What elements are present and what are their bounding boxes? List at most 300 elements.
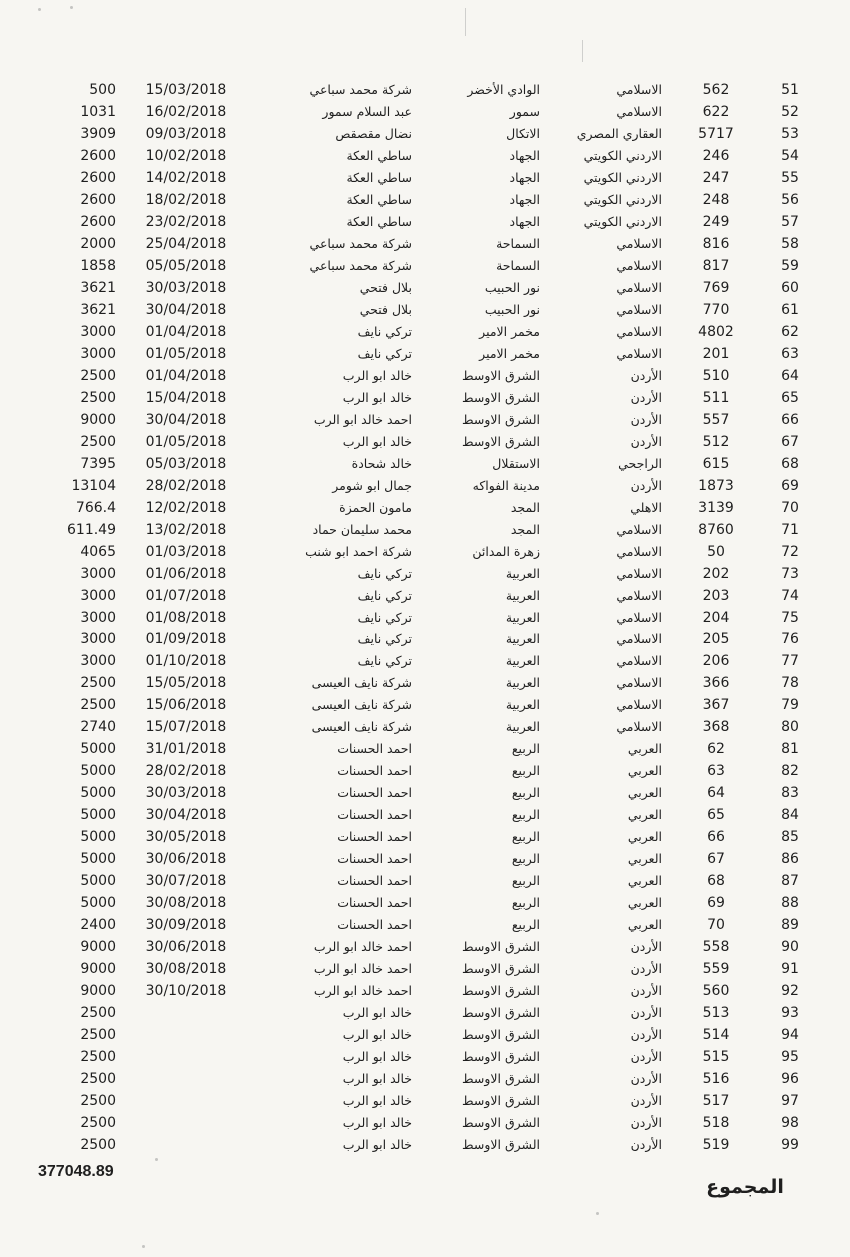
place-cell: سمور bbox=[509, 103, 540, 119]
row-index-cell: 92 bbox=[781, 983, 799, 1000]
amount-cell: 9000 bbox=[80, 939, 116, 956]
table-row bbox=[0, 564, 850, 584]
cheque-number-cell: 67 bbox=[707, 851, 725, 868]
amount-cell: 2400 bbox=[80, 917, 116, 934]
cheque-number-cell: 202 bbox=[702, 565, 730, 582]
cheque-number-cell: 513 bbox=[702, 1005, 730, 1022]
name-cell: ساطي العكة bbox=[346, 213, 412, 229]
scan-mark bbox=[582, 40, 583, 62]
row-index-cell: 78 bbox=[781, 675, 799, 692]
place-cell: الشرق الاوسط bbox=[462, 1027, 540, 1043]
place-cell: الربيع bbox=[511, 895, 540, 911]
bank-cell: الأردن bbox=[630, 433, 662, 449]
table-row bbox=[0, 673, 850, 693]
cheque-number-cell: 70 bbox=[707, 917, 725, 934]
date-cell: 30/09/2018 bbox=[145, 917, 227, 934]
place-cell: العربية bbox=[505, 653, 540, 669]
table-row bbox=[0, 520, 850, 540]
date-cell: 31/01/2018 bbox=[145, 741, 227, 758]
amount-cell: 3000 bbox=[80, 609, 116, 626]
amount-cell: 9000 bbox=[80, 983, 116, 1000]
amount-cell: 5000 bbox=[80, 873, 116, 890]
scan-mark bbox=[465, 8, 466, 36]
bank-cell: العربي bbox=[627, 763, 662, 779]
scan-speck bbox=[70, 6, 73, 9]
place-cell: العربية bbox=[505, 565, 540, 581]
row-index-cell: 80 bbox=[781, 719, 799, 736]
amount-cell: 2500 bbox=[80, 1071, 116, 1088]
date-cell: 30/05/2018 bbox=[145, 829, 227, 846]
amount-cell: 5000 bbox=[80, 785, 116, 802]
bank-cell: الأردن bbox=[630, 961, 662, 977]
scan-speck bbox=[155, 1158, 158, 1161]
name-cell: خالد شحادة bbox=[351, 455, 412, 471]
cheque-number-cell: 203 bbox=[702, 587, 730, 604]
date-cell: 25/04/2018 bbox=[145, 235, 227, 252]
date-cell: 01/06/2018 bbox=[145, 565, 227, 582]
amount-cell: 500 bbox=[89, 82, 116, 98]
row-index-cell: 55 bbox=[781, 169, 799, 186]
bank-cell: العربي bbox=[627, 741, 662, 757]
bank-cell: الاسلامي bbox=[616, 675, 662, 691]
place-cell: الشرق الاوسط bbox=[462, 1137, 540, 1152]
amount-cell: 3909 bbox=[80, 125, 116, 142]
cheque-number-cell: 8760 bbox=[698, 521, 734, 538]
row-index-cell: 86 bbox=[781, 851, 799, 868]
name-cell: خالد ابو الرب bbox=[342, 1071, 412, 1087]
name-cell: عبد السلام سمور bbox=[322, 103, 412, 119]
amount-cell: 2600 bbox=[80, 147, 116, 164]
name-cell: تركي نايف bbox=[357, 323, 412, 339]
row-index-cell: 67 bbox=[781, 433, 799, 450]
date-cell: 14/02/2018 bbox=[145, 169, 227, 186]
bank-cell: الاسلامي bbox=[616, 345, 662, 361]
row-index-cell: 89 bbox=[781, 917, 799, 934]
row-index-cell: 62 bbox=[781, 323, 799, 340]
row-index-cell: 99 bbox=[781, 1137, 799, 1153]
cheque-number-cell: 615 bbox=[702, 455, 730, 472]
name-cell: خالد ابو الرب bbox=[342, 389, 412, 405]
cheque-number-cell: 769 bbox=[702, 279, 730, 296]
place-cell: الربيع bbox=[511, 741, 540, 757]
date-cell: 30/04/2018 bbox=[145, 411, 227, 428]
place-cell: العربية bbox=[505, 675, 540, 691]
place-cell: المجد bbox=[510, 499, 540, 515]
row-index-cell: 95 bbox=[781, 1049, 799, 1066]
name-cell: شركة احمد ابو شنب bbox=[305, 543, 412, 559]
date-cell: 30/04/2018 bbox=[145, 301, 227, 318]
row-index-cell: 61 bbox=[781, 301, 799, 318]
amount-cell: 2500 bbox=[80, 1093, 116, 1110]
place-cell: الشرق الاوسط bbox=[462, 961, 540, 977]
bank-cell: الأردن bbox=[630, 1071, 662, 1087]
table-row bbox=[0, 432, 850, 452]
cheque-number-cell: 246 bbox=[702, 147, 730, 164]
row-index-cell: 98 bbox=[781, 1115, 799, 1132]
date-cell: 23/02/2018 bbox=[145, 213, 227, 230]
row-index-cell: 51 bbox=[781, 82, 799, 98]
cheque-number-cell: 558 bbox=[702, 939, 730, 956]
amount-cell: 2000 bbox=[80, 235, 116, 252]
table-row bbox=[0, 608, 850, 628]
cheque-number-cell: 62 bbox=[707, 741, 725, 758]
row-index-cell: 90 bbox=[781, 939, 799, 956]
name-cell: محمد سليمان حماد bbox=[312, 521, 412, 537]
place-cell: العربية bbox=[505, 609, 540, 625]
table-row bbox=[0, 344, 850, 364]
date-cell: 05/03/2018 bbox=[145, 455, 227, 472]
cheque-number-cell: 201 bbox=[702, 345, 730, 362]
cheque-number-cell: 248 bbox=[702, 191, 730, 208]
date-cell: 01/04/2018 bbox=[145, 367, 227, 384]
total-label: المجموع bbox=[706, 1176, 784, 1198]
name-cell: تركي نايف bbox=[357, 653, 412, 669]
place-cell: الشرق الاوسط bbox=[462, 1005, 540, 1021]
table-row bbox=[0, 586, 850, 606]
cheque-number-cell: 514 bbox=[702, 1027, 730, 1044]
date-cell: 28/02/2018 bbox=[145, 763, 227, 780]
cheque-number-cell: 68 bbox=[707, 873, 725, 890]
amount-cell: 2500 bbox=[80, 367, 116, 384]
table-row bbox=[0, 651, 850, 671]
name-cell: شركة نايف العيسى bbox=[311, 675, 412, 691]
date-cell: 28/02/2018 bbox=[145, 477, 227, 494]
amount-cell: 1031 bbox=[80, 103, 116, 120]
table-row bbox=[0, 168, 850, 188]
bank-cell: الاسلامي bbox=[616, 697, 662, 713]
table-row bbox=[0, 322, 850, 342]
table-row bbox=[0, 915, 850, 935]
scan-speck bbox=[596, 1212, 599, 1215]
table-row bbox=[0, 388, 850, 408]
name-cell: شركة محمد سباعي bbox=[309, 257, 412, 273]
amount-cell: 4065 bbox=[80, 543, 116, 560]
bank-cell: العربي bbox=[627, 873, 662, 889]
amount-cell: 5000 bbox=[80, 851, 116, 868]
amount-cell: 5000 bbox=[80, 807, 116, 824]
cheque-number-cell: 367 bbox=[702, 697, 730, 714]
table-row bbox=[0, 739, 850, 759]
cheque-number-cell: 770 bbox=[702, 301, 730, 318]
bank-cell: الاسلامي bbox=[616, 279, 662, 295]
bank-cell: الأردن bbox=[630, 1049, 662, 1065]
place-cell: نور الحبيب bbox=[484, 279, 540, 295]
date-cell: 15/07/2018 bbox=[145, 719, 227, 736]
table-row bbox=[0, 629, 850, 649]
date-cell: 30/06/2018 bbox=[145, 939, 227, 956]
place-cell: العربية bbox=[505, 719, 540, 735]
amount-cell: 2500 bbox=[80, 1005, 116, 1022]
row-index-cell: 71 bbox=[781, 521, 799, 538]
amount-cell: 3000 bbox=[80, 565, 116, 582]
table-row bbox=[0, 190, 850, 210]
bank-cell: الاسلامي bbox=[616, 543, 662, 559]
date-cell: 30/08/2018 bbox=[145, 895, 227, 912]
place-cell: نور الحبيب bbox=[484, 301, 540, 317]
place-cell: زهرة المدائن bbox=[472, 543, 540, 559]
amount-cell: 2500 bbox=[80, 389, 116, 406]
table-row bbox=[0, 212, 850, 232]
date-cell: 13/02/2018 bbox=[145, 521, 227, 538]
table-row bbox=[0, 717, 850, 737]
date-cell: 15/06/2018 bbox=[145, 697, 227, 714]
place-cell: مخمر الامير bbox=[479, 323, 540, 339]
date-cell: 01/09/2018 bbox=[145, 631, 227, 648]
bank-cell: الاسلامي bbox=[616, 103, 662, 119]
place-cell: الجهاد bbox=[509, 169, 540, 185]
table-row bbox=[0, 1047, 850, 1067]
cheque-number-cell: 560 bbox=[702, 983, 730, 1000]
table-row bbox=[0, 695, 850, 715]
name-cell: بلال فتحي bbox=[359, 301, 412, 317]
bank-cell: الاسلامي bbox=[616, 653, 662, 669]
bank-cell: الأردن bbox=[630, 939, 662, 955]
bank-cell: الاسلامي bbox=[616, 301, 662, 317]
cheque-number-cell: 562 bbox=[702, 82, 730, 98]
bank-cell: العربي bbox=[627, 895, 662, 911]
amount-cell: 3621 bbox=[80, 279, 116, 296]
cheque-number-cell: 512 bbox=[702, 433, 730, 450]
amount-cell: 13104 bbox=[71, 477, 116, 494]
amount-cell: 611.49 bbox=[67, 521, 116, 538]
table-row bbox=[0, 1135, 850, 1155]
cheque-number-cell: 557 bbox=[702, 411, 730, 428]
date-cell: 30/03/2018 bbox=[145, 279, 227, 296]
amount-cell: 766.4 bbox=[75, 499, 116, 516]
scan-speck bbox=[142, 1245, 145, 1248]
table-row bbox=[0, 80, 850, 100]
date-cell: 05/05/2018 bbox=[145, 257, 227, 274]
bank-cell: الاردني الكويتي bbox=[583, 147, 662, 163]
amount-cell: 2500 bbox=[80, 675, 116, 692]
cheque-number-cell: 205 bbox=[702, 631, 730, 648]
amount-cell: 5000 bbox=[80, 829, 116, 846]
amount-cell: 3000 bbox=[80, 653, 116, 670]
name-cell: احمد خالد ابو الرب bbox=[313, 939, 412, 955]
date-cell: 30/04/2018 bbox=[145, 807, 227, 824]
place-cell: الوادي الأخضر bbox=[467, 82, 540, 97]
row-index-cell: 52 bbox=[781, 103, 799, 120]
name-cell: خالد ابو الرب bbox=[342, 433, 412, 449]
bank-cell: الاردني الكويتي bbox=[583, 169, 662, 185]
cheque-number-cell: 515 bbox=[702, 1049, 730, 1066]
table-row bbox=[0, 300, 850, 320]
date-cell: 01/05/2018 bbox=[145, 433, 227, 450]
cheque-number-cell: 206 bbox=[702, 653, 730, 670]
row-index-cell: 56 bbox=[781, 191, 799, 208]
cheque-number-cell: 63 bbox=[707, 763, 725, 780]
cheque-number-cell: 69 bbox=[707, 895, 725, 912]
amount-cell: 2740 bbox=[80, 719, 116, 736]
table-row bbox=[0, 1091, 850, 1111]
bank-cell: الأردن bbox=[630, 1115, 662, 1131]
cheque-number-cell: 4802 bbox=[698, 323, 734, 340]
date-cell: 01/08/2018 bbox=[145, 609, 227, 626]
name-cell: احمد الحسنات bbox=[337, 741, 412, 757]
date-cell: 30/07/2018 bbox=[145, 873, 227, 890]
name-cell: خالد ابو الرب bbox=[342, 1005, 412, 1021]
cheque-number-cell: 64 bbox=[707, 785, 725, 802]
date-cell: 30/06/2018 bbox=[145, 851, 227, 868]
row-index-cell: 91 bbox=[781, 961, 799, 978]
row-index-cell: 68 bbox=[781, 455, 799, 472]
name-cell: احمد الحسنات bbox=[337, 917, 412, 933]
date-cell: 15/05/2018 bbox=[145, 675, 227, 692]
bank-cell: العربي bbox=[627, 829, 662, 845]
amount-cell: 5000 bbox=[80, 741, 116, 758]
amount-cell: 3000 bbox=[80, 345, 116, 362]
table-row bbox=[0, 937, 850, 957]
amount-cell: 2500 bbox=[80, 1137, 116, 1153]
name-cell: خالد ابو الرب bbox=[342, 1093, 412, 1109]
bank-cell: الأردن bbox=[630, 477, 662, 493]
table-row bbox=[0, 102, 850, 122]
name-cell: جمال ابو شومر bbox=[332, 477, 412, 493]
place-cell: الشرق الاوسط bbox=[462, 1093, 540, 1109]
name-cell: شركة نايف العيسى bbox=[311, 697, 412, 713]
amount-cell: 3000 bbox=[80, 587, 116, 604]
name-cell: تركي نايف bbox=[357, 565, 412, 581]
name-cell: خالد ابو الرب bbox=[342, 1027, 412, 1043]
bank-cell: العقاري المصري bbox=[576, 125, 662, 141]
row-index-cell: 96 bbox=[781, 1071, 799, 1088]
bank-cell: العربي bbox=[627, 851, 662, 867]
row-index-cell: 88 bbox=[781, 895, 799, 912]
place-cell: الربيع bbox=[511, 763, 540, 779]
table-row bbox=[0, 234, 850, 254]
amount-cell: 2600 bbox=[80, 169, 116, 186]
row-index-cell: 58 bbox=[781, 235, 799, 252]
date-cell: 01/07/2018 bbox=[145, 587, 227, 604]
place-cell: الشرق الاوسط bbox=[462, 367, 540, 383]
place-cell: الشرق الاوسط bbox=[462, 1049, 540, 1065]
cheque-number-cell: 511 bbox=[702, 389, 730, 406]
cheque-number-cell: 516 bbox=[702, 1071, 730, 1088]
place-cell: الاستقلال bbox=[492, 455, 540, 471]
date-cell: 16/02/2018 bbox=[145, 103, 227, 120]
bank-cell: الاسلامي bbox=[616, 521, 662, 537]
cheque-number-cell: 368 bbox=[702, 719, 730, 736]
cheque-number-cell: 50 bbox=[707, 543, 725, 560]
place-cell: الشرق الاوسط bbox=[462, 411, 540, 427]
place-cell: الربيع bbox=[511, 917, 540, 933]
row-index-cell: 72 bbox=[781, 543, 799, 560]
name-cell: تركي نايف bbox=[357, 345, 412, 361]
place-cell: الشرق الاوسط bbox=[462, 1071, 540, 1087]
cheque-number-cell: 247 bbox=[702, 169, 730, 186]
bank-cell: الأردن bbox=[630, 389, 662, 405]
table-row bbox=[0, 256, 850, 276]
row-index-cell: 81 bbox=[781, 741, 799, 758]
cheque-number-cell: 816 bbox=[702, 235, 730, 252]
name-cell: احمد خالد ابو الرب bbox=[313, 983, 412, 999]
table-row bbox=[0, 410, 850, 430]
name-cell: نضال مقصقص bbox=[335, 125, 412, 141]
row-index-cell: 53 bbox=[781, 125, 799, 142]
bank-cell: الأردن bbox=[630, 411, 662, 427]
date-cell: 15/03/2018 bbox=[145, 82, 227, 98]
cheque-number-cell: 3139 bbox=[698, 499, 734, 516]
bank-cell: الأردن bbox=[630, 1005, 662, 1021]
date-cell: 09/03/2018 bbox=[145, 125, 227, 142]
name-cell: احمد الحسنات bbox=[337, 785, 412, 801]
amount-cell: 2500 bbox=[80, 433, 116, 450]
cheque-number-cell: 510 bbox=[702, 367, 730, 384]
row-index-cell: 59 bbox=[781, 257, 799, 274]
date-cell: 30/08/2018 bbox=[145, 961, 227, 978]
place-cell: الشرق الاوسط bbox=[462, 983, 540, 999]
bank-cell: العربي bbox=[627, 917, 662, 933]
row-index-cell: 94 bbox=[781, 1027, 799, 1044]
place-cell: الجهاد bbox=[509, 213, 540, 229]
table-row bbox=[0, 981, 850, 1001]
bank-cell: الاسلامي bbox=[616, 565, 662, 581]
name-cell: شركة نايف العيسى bbox=[311, 719, 412, 735]
date-cell: 01/04/2018 bbox=[145, 323, 227, 340]
cheque-number-cell: 65 bbox=[707, 807, 725, 824]
cheque-number-cell: 5717 bbox=[698, 125, 734, 142]
cheque-number-cell: 817 bbox=[702, 257, 730, 274]
name-cell: ساطي العكة bbox=[346, 169, 412, 185]
amount-cell: 2500 bbox=[80, 1049, 116, 1066]
bank-cell: الاسلامي bbox=[616, 257, 662, 273]
place-cell: الربيع bbox=[511, 829, 540, 845]
amount-cell: 9000 bbox=[80, 961, 116, 978]
place-cell: مخمر الامير bbox=[479, 345, 540, 361]
table-row bbox=[0, 498, 850, 518]
table-row bbox=[0, 542, 850, 562]
cheque-number-cell: 559 bbox=[702, 961, 730, 978]
name-cell: احمد الحسنات bbox=[337, 763, 412, 779]
row-index-cell: 77 bbox=[781, 653, 799, 670]
name-cell: خالد ابو الرب bbox=[342, 1049, 412, 1065]
name-cell: احمد الحسنات bbox=[337, 851, 412, 867]
place-cell: الربيع bbox=[511, 807, 540, 823]
table-row bbox=[0, 1069, 850, 1089]
place-cell: الجهاد bbox=[509, 147, 540, 163]
name-cell: احمد خالد ابو الرب bbox=[313, 411, 412, 427]
place-cell: الشرق الاوسط bbox=[462, 1115, 540, 1131]
cheque-number-cell: 204 bbox=[702, 609, 730, 626]
date-cell: 01/03/2018 bbox=[145, 543, 227, 560]
place-cell: المجد bbox=[510, 521, 540, 537]
table-row bbox=[0, 1113, 850, 1133]
bank-cell: الأردن bbox=[630, 367, 662, 383]
row-index-cell: 97 bbox=[781, 1093, 799, 1110]
amount-cell: 2500 bbox=[80, 697, 116, 714]
row-index-cell: 76 bbox=[781, 631, 799, 648]
bank-cell: الاهلي bbox=[630, 499, 662, 515]
place-cell: الجهاد bbox=[509, 191, 540, 207]
bank-cell: الأردن bbox=[630, 1137, 662, 1152]
name-cell: ساطي العكة bbox=[346, 191, 412, 207]
row-index-cell: 64 bbox=[781, 367, 799, 384]
row-index-cell: 60 bbox=[781, 279, 799, 296]
date-cell: 30/10/2018 bbox=[145, 983, 227, 1000]
bank-cell: الاسلامي bbox=[616, 323, 662, 339]
row-index-cell: 73 bbox=[781, 565, 799, 582]
amount-cell: 2600 bbox=[80, 213, 116, 230]
table-row bbox=[0, 893, 850, 913]
name-cell: شركة محمد سباعي bbox=[309, 235, 412, 251]
name-cell: احمد خالد ابو الرب bbox=[313, 961, 412, 977]
table-row bbox=[0, 783, 850, 803]
date-cell: 01/05/2018 bbox=[145, 345, 227, 362]
row-index-cell: 93 bbox=[781, 1005, 799, 1022]
name-cell: احمد الحسنات bbox=[337, 829, 412, 845]
table-row bbox=[0, 124, 850, 144]
cheque-number-cell: 1873 bbox=[698, 477, 734, 494]
